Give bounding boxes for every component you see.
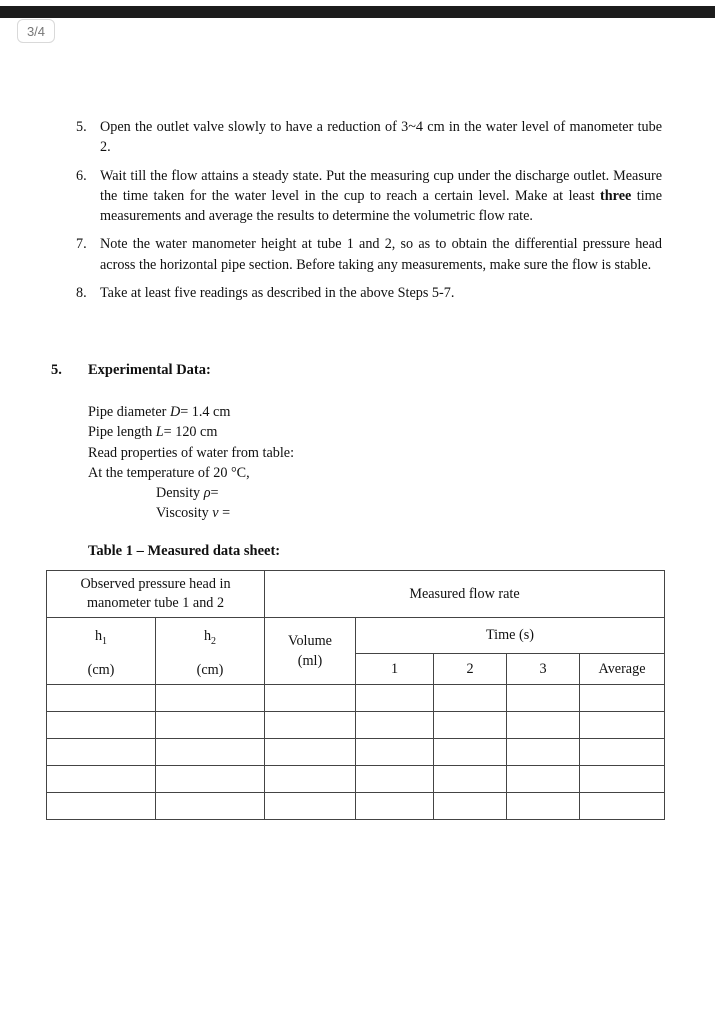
- table-row: [47, 792, 665, 819]
- step-text: Take at least five readings as described in the above Steps 5-7.: [100, 285, 455, 302]
- procedure-steps: [76, 117, 662, 311]
- header-trial-1: 1: [356, 654, 434, 684]
- pipe-diameter: Pipe diameter D= 1.4 cm: [88, 404, 231, 420]
- step-5: [76, 117, 662, 158]
- step-number: 6.: [76, 167, 87, 184]
- top-bar: [0, 6, 715, 18]
- header-h1: $h_1$ (cm): [47, 618, 156, 685]
- section-heading: [51, 362, 211, 379]
- pipe-length: Pipe length L= 120 cm: [88, 424, 218, 441]
- step-text: Open the outlet valve slowly to have a reduction of 3~4 cm in the water level of manometer tube 2.: [100, 119, 662, 156]
- step-text-post: time measurements and average the results to determine the volumetric flow rate.: [100, 187, 662, 225]
- step-text: Note the water manometer height at tube 1 and 2, so as to obtain the differential pressure head across the horizontal pipe section. Before taking any measurements, make sure the flow is stable.: [100, 236, 662, 273]
- viscosity-field: Viscosity ν =: [156, 505, 231, 522]
- table-row: [47, 711, 665, 738]
- read-properties-note: Read properties of water from table:: [88, 444, 295, 461]
- table-row: [47, 738, 665, 765]
- section-number: 5.: [51, 362, 62, 378]
- step-7: [76, 234, 662, 275]
- measured-data-table: [46, 570, 665, 820]
- step-number: 8.: [76, 285, 87, 302]
- experiment-parameters: [88, 402, 294, 524]
- header-trial-3: 3: [507, 654, 580, 684]
- table-row: [47, 684, 665, 711]
- header-trial-2: 2: [434, 654, 507, 684]
- header-pressure-head: Observed pressure head in manometer tube 1 and 2: [47, 571, 265, 618]
- step-6: [76, 166, 662, 227]
- header-flow-rate: Measured flow rate: [265, 571, 665, 618]
- step-number: 5.: [76, 119, 87, 135]
- header-h2: $h_2$ (cm): [156, 618, 265, 685]
- section-title: Experimental Data:: [88, 362, 211, 378]
- page-indicator[interactable]: 3/4: [17, 19, 55, 43]
- table-row: [47, 765, 665, 792]
- step-8: [76, 283, 662, 303]
- step-text-bold: three: [600, 187, 632, 204]
- header-volume: Volume (ml): [265, 618, 356, 685]
- header-average: Average: [580, 654, 665, 684]
- temperature-note: At the temperature of 20 °C,: [88, 464, 250, 481]
- step-text-pre: Wait till the flow attains a steady state. Put the measuring cup under the discharge outlet. Measure the time taken for the water level in the cup to reach a certain level. Make at least: [100, 167, 662, 204]
- step-number: 7.: [76, 236, 87, 253]
- header-time: Time (s): [356, 618, 665, 654]
- density-field: Density ρ=: [156, 485, 219, 502]
- table-caption: Table 1 – Measured data sheet:: [88, 543, 281, 559]
